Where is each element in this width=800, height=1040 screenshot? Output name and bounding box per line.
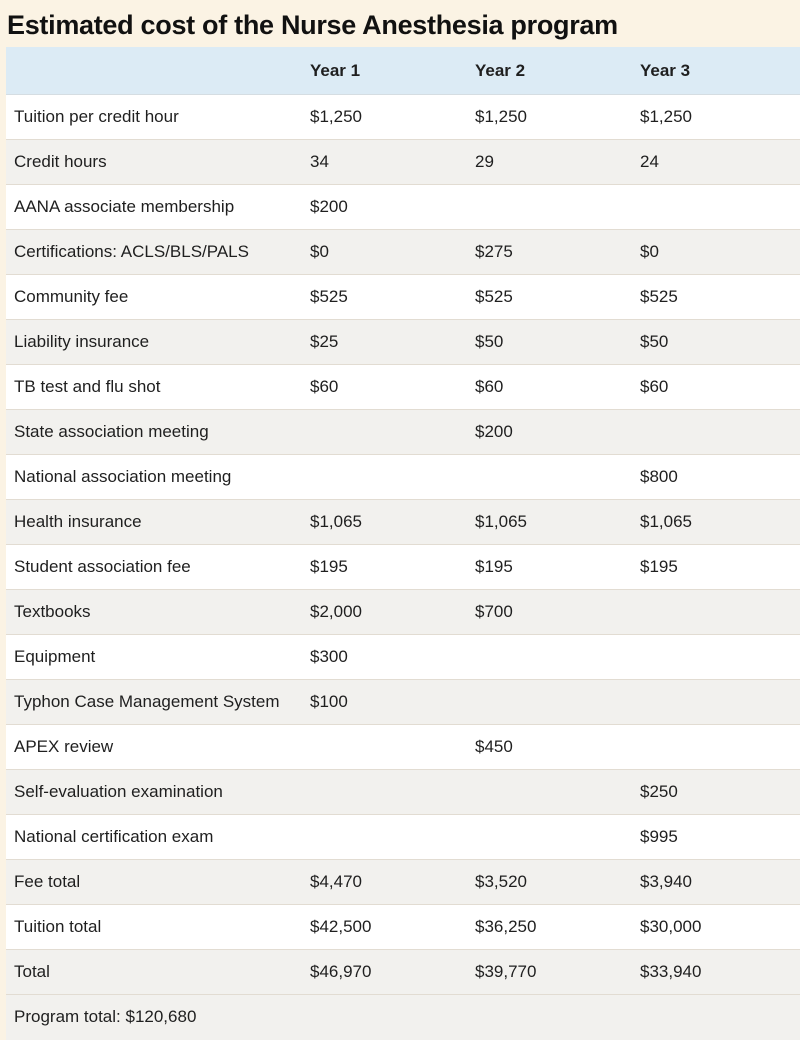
year-3-value: $800 (640, 467, 678, 486)
table-row (6, 905, 800, 950)
row-label: State association meeting (14, 422, 209, 441)
year-1-value: $0 (310, 242, 329, 261)
table-row (6, 770, 800, 815)
row-label: TB test and flu shot (14, 377, 161, 396)
row-label: Certifications: ACLS/BLS/PALS (14, 242, 249, 261)
year-1-value: $525 (310, 287, 348, 306)
row-label: Health insurance (14, 512, 142, 531)
year-1-value: $195 (310, 557, 348, 576)
program-total-row (6, 995, 800, 1040)
year-2-value: $195 (475, 557, 513, 576)
table-row (6, 95, 800, 140)
year-1-value: $300 (310, 647, 348, 666)
year-1-value: $100 (310, 692, 348, 711)
row-label: Community fee (14, 287, 129, 306)
row-label: APEX review (14, 737, 114, 756)
year-2-value: $60 (475, 377, 504, 396)
year-2-value: $50 (475, 332, 504, 351)
program-total-text: Program total: $120,680 (14, 1007, 197, 1026)
year-3-value: 24 (640, 152, 659, 171)
year-2-value: $450 (475, 737, 513, 756)
year-1-value: $60 (310, 377, 339, 396)
year-2-value: $700 (475, 602, 513, 621)
year-3-value: $195 (640, 557, 678, 576)
cost-table (6, 47, 800, 1040)
table-row (6, 815, 800, 860)
year-3-value: $0 (640, 242, 659, 261)
year-3-value: $33,940 (640, 962, 702, 981)
year-3-value: $50 (640, 332, 669, 351)
year-2-value: $3,520 (475, 872, 527, 891)
year-2-value: $1,065 (475, 512, 527, 531)
year-1-value: $200 (310, 197, 348, 216)
row-label: Credit hours (14, 152, 107, 171)
year-2-value: $275 (475, 242, 513, 261)
table-row (6, 725, 800, 770)
year-2-value: $525 (475, 287, 513, 306)
row-label: Equipment (14, 647, 96, 666)
row-label: Tuition total (14, 917, 102, 936)
year-3-value: $995 (640, 827, 678, 846)
year-3-value: $1,065 (640, 512, 692, 531)
year-1-value: $42,500 (310, 917, 372, 936)
header-cell-year-1: Year 1 (310, 61, 361, 80)
year-3-value: $250 (640, 782, 678, 801)
table-row (6, 635, 800, 680)
table-row (6, 185, 800, 230)
row-label: Fee total (14, 872, 81, 891)
header-cell-year-3: Year 3 (640, 61, 691, 80)
row-label: Liability insurance (14, 332, 150, 351)
table-row (6, 500, 800, 545)
year-2-value: $36,250 (475, 917, 537, 936)
year-3-value: $60 (640, 377, 669, 396)
row-label: Textbooks (14, 602, 91, 621)
row-label: National certification exam (14, 827, 214, 846)
year-1-value: $1,250 (310, 107, 362, 126)
year-2-value: $200 (475, 422, 513, 441)
table-row (6, 455, 800, 500)
table-header-row (6, 47, 800, 95)
year-2-value: 29 (475, 152, 494, 171)
row-label: Student association fee (14, 557, 191, 576)
year-3-value: $3,940 (640, 872, 692, 891)
table-row (6, 950, 800, 995)
table-row (6, 230, 800, 275)
table-row (6, 320, 800, 365)
table-row (6, 545, 800, 590)
table-row (6, 365, 800, 410)
year-1-value: $46,970 (310, 962, 372, 981)
year-1-value: $4,470 (310, 872, 362, 891)
year-1-value: $25 (310, 332, 339, 351)
year-1-value: $1,065 (310, 512, 362, 531)
year-3-value: $30,000 (640, 917, 702, 936)
row-label: AANA associate membership (14, 197, 235, 216)
row-label: Total (14, 962, 50, 981)
year-3-value: $525 (640, 287, 678, 306)
row-label: Tuition per credit hour (14, 107, 179, 126)
page-title: Estimated cost of the Nurse Anesthesia program (7, 10, 618, 40)
row-label: Self-evaluation examination (14, 782, 223, 801)
table-body (6, 95, 800, 995)
row-label: Typhon Case Management System (14, 692, 280, 711)
year-2-value: $39,770 (475, 962, 537, 981)
table-row (6, 590, 800, 635)
year-1-value: $2,000 (310, 602, 362, 621)
year-2-value: $1,250 (475, 107, 527, 126)
table-row (6, 275, 800, 320)
year-3-value: $1,250 (640, 107, 692, 126)
year-1-value: 34 (310, 152, 329, 171)
header-cell-year-2: Year 2 (475, 61, 526, 80)
table-row (6, 140, 800, 185)
table-row (6, 860, 800, 905)
row-label: National association meeting (14, 467, 232, 486)
table-row (6, 680, 800, 725)
table-row (6, 410, 800, 455)
